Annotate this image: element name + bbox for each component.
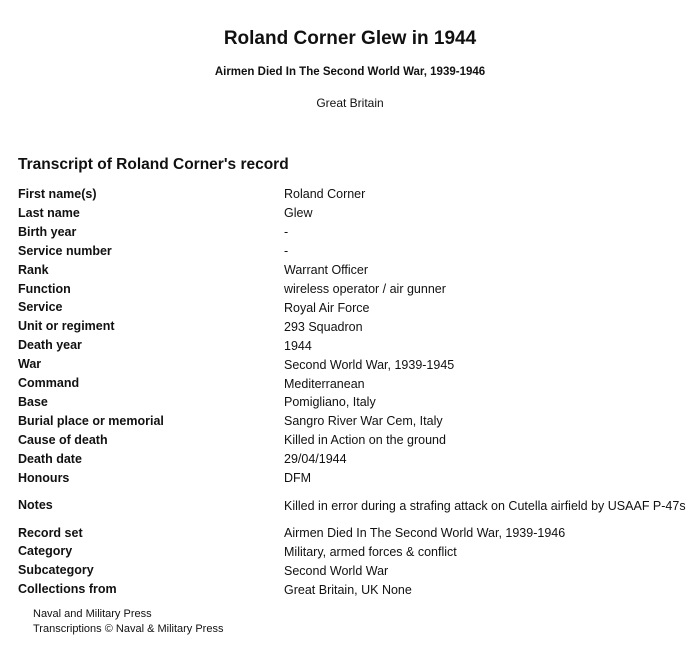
field-value: Sangro River War Cem, Italy bbox=[284, 414, 443, 429]
field-label: Honours bbox=[18, 470, 70, 485]
field-value: 293 Squadron bbox=[284, 319, 363, 334]
field-label: First name(s) bbox=[18, 187, 97, 201]
page-title: Roland Corner Glew in 1944 bbox=[223, 28, 477, 49]
record-row-death-year bbox=[18, 336, 690, 355]
field-value: Roland Corner bbox=[284, 187, 366, 202]
field-label: Rank bbox=[18, 262, 49, 277]
record-row-war bbox=[18, 355, 690, 374]
field-value: Military, armed forces & conflict bbox=[284, 544, 457, 559]
footer-credits bbox=[33, 607, 223, 637]
record-row-function bbox=[18, 280, 690, 299]
record-row-birth-year bbox=[18, 223, 690, 242]
field-value: 1944 bbox=[284, 338, 312, 353]
field-value: Second World War bbox=[284, 563, 389, 578]
field-value: Great Britain, UK None bbox=[284, 582, 412, 597]
record-row-category bbox=[18, 542, 690, 561]
record-row-burial-place bbox=[18, 412, 690, 431]
record-row-cause-of-death bbox=[18, 431, 690, 450]
field-label: Record set bbox=[18, 525, 83, 540]
record-row-rank bbox=[18, 261, 690, 280]
record-row-last-name bbox=[18, 204, 690, 223]
field-label: Function bbox=[18, 281, 71, 296]
publisher-name: Naval and Military Press bbox=[33, 608, 152, 620]
field-value: Royal Air Force bbox=[284, 300, 370, 315]
field-value: - bbox=[284, 244, 289, 259]
field-label: Service bbox=[18, 300, 63, 315]
field-label: Death date bbox=[18, 451, 82, 466]
field-value: - bbox=[284, 225, 289, 240]
field-value: Mediterranean bbox=[284, 376, 365, 391]
record-row-unit bbox=[18, 317, 690, 336]
field-label: Cause of death bbox=[18, 432, 108, 447]
record-row-notes bbox=[18, 488, 690, 524]
field-label: Birth year bbox=[18, 224, 77, 239]
field-label: Category bbox=[18, 544, 73, 559]
field-label: Base bbox=[18, 394, 48, 409]
field-value: Killed in error during a strafing attack on Cutella airfield by USAAF P-47s bbox=[284, 498, 686, 513]
record-set-subtitle: Airmen Died In The Second World War, 1939-1946 bbox=[214, 66, 486, 78]
record-row-command bbox=[18, 374, 690, 393]
field-value: Warrant Officer bbox=[284, 263, 369, 278]
record-row-base bbox=[18, 393, 690, 412]
record-row-service-number bbox=[18, 242, 690, 261]
record-row-record-set bbox=[18, 524, 690, 543]
field-label: Unit or regiment bbox=[18, 319, 115, 334]
field-value: Glew bbox=[284, 206, 313, 221]
field-label: Last name bbox=[18, 205, 80, 220]
record-row-honours bbox=[18, 469, 690, 488]
record-row-collections-from bbox=[18, 580, 690, 599]
copyright-notice: Transcriptions © Naval & Military Press bbox=[33, 623, 224, 635]
record-row-subcategory bbox=[18, 561, 690, 580]
record-row-first-names bbox=[18, 185, 690, 204]
field-value: Second World War, 1939-1945 bbox=[284, 357, 455, 372]
field-value: 29/04/1944 bbox=[284, 452, 347, 467]
field-value: DFM bbox=[284, 471, 312, 486]
field-label: Command bbox=[18, 376, 80, 391]
country-label: Great Britain bbox=[316, 96, 384, 110]
field-label: Burial place or memorial bbox=[18, 413, 164, 428]
field-label: Collections from bbox=[18, 582, 117, 597]
field-label: Death year bbox=[18, 338, 82, 353]
record-row-service bbox=[18, 298, 690, 317]
field-label: Notes bbox=[18, 498, 53, 513]
field-label: Service number bbox=[18, 243, 112, 258]
field-value: Killed in Action on the ground bbox=[284, 433, 446, 448]
field-value: wireless operator / air gunner bbox=[284, 281, 446, 296]
field-label: Subcategory bbox=[18, 563, 94, 578]
field-value: Pomigliano, Italy bbox=[284, 395, 376, 410]
transcript-heading: Transcript of Roland Corner's record bbox=[18, 156, 289, 173]
field-label: War bbox=[18, 357, 42, 372]
transcript-table bbox=[18, 185, 690, 599]
record-row-death-date bbox=[18, 450, 690, 469]
field-value: Airmen Died In The Second World War, 1939-1946 bbox=[284, 525, 566, 540]
